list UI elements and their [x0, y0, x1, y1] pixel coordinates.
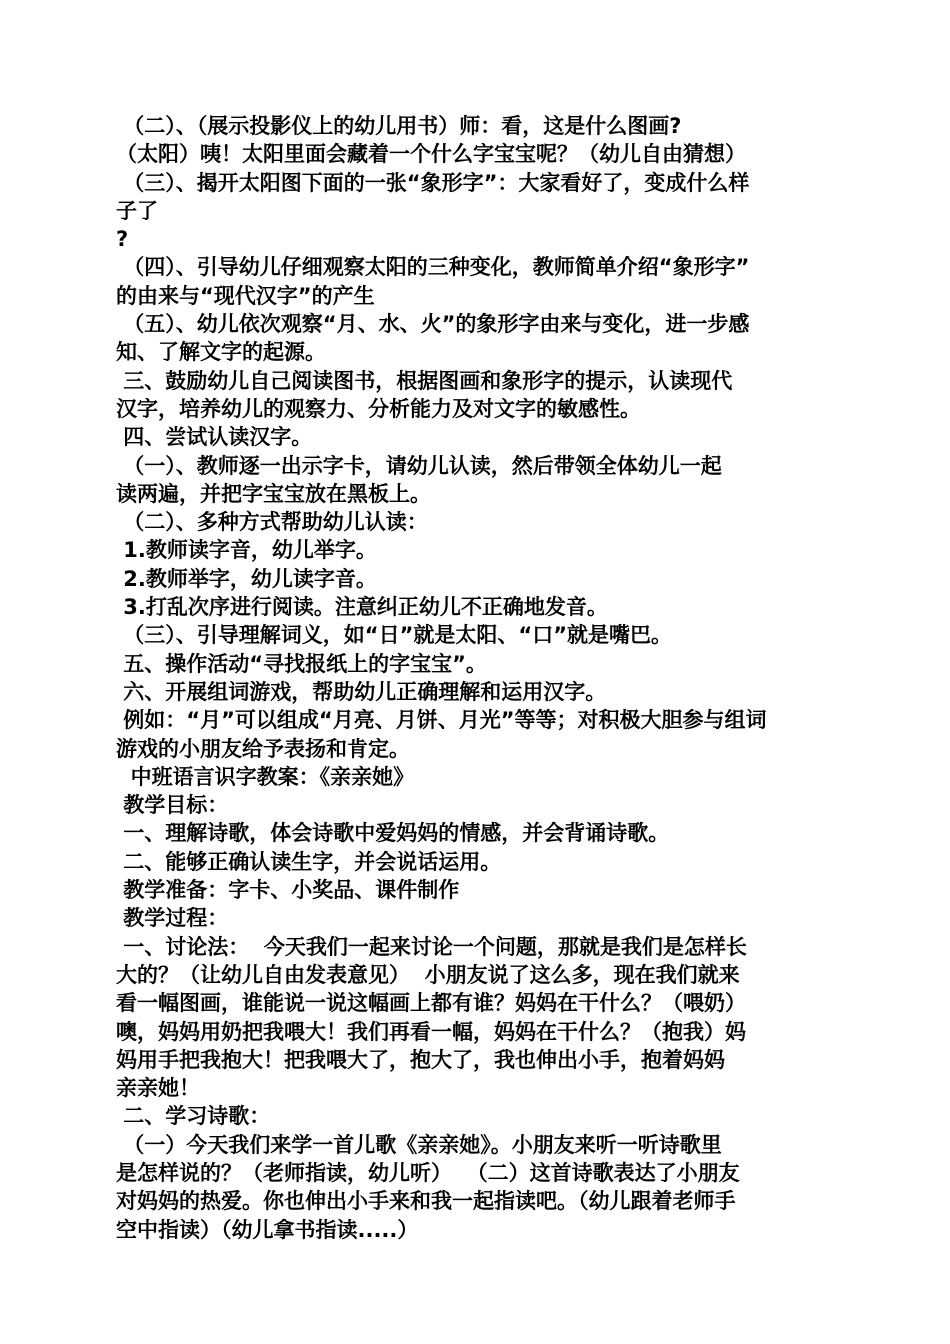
text-line: 对妈妈的热爱。你也伸出小手来和我一起指读吧。（幼儿跟着老师手 — [116, 1189, 736, 1214]
text-line: 四、尝试认读汉字。 — [116, 425, 313, 450]
text-line: 知、了解文字的起源。 — [116, 340, 326, 365]
text-line: 二、能够正确认读生字，并会说话运用。 — [116, 849, 502, 874]
text-line: 二、学习诗歌： — [116, 1104, 271, 1129]
document-body — [116, 112, 834, 1244]
text-line: 汉字，培养幼儿的观察力、分析能力及对文字的敏感性。 — [116, 396, 641, 421]
text-line: 五、操作活动“寻找报纸上的字宝宝”。 — [116, 651, 487, 676]
text-line: （三）、揭开太阳图下面的一张“象形字”：大家看好了，变成什么样 — [116, 170, 750, 195]
text-line: （五）、幼儿依次观察“月、水、火”的象形字由来与变化，进一步感 — [116, 312, 750, 337]
text-line: 妈用手把我抱大！把我喂大了，抱大了，我也伸出小手，抱着妈妈 — [116, 1047, 725, 1072]
text-line: （三）、引导理解词义，如“日”就是太阳、“口”就是嘴巴。 — [116, 623, 673, 648]
text-line: 大的？（让幼儿自由发表意见） 小朋友说了这么多，现在我们就来 — [116, 962, 740, 987]
text-line: （四）、引导幼儿仔细观察太阳的三种变化，教师简单介绍“象形字” — [116, 255, 750, 280]
text-line: 3.打乱次序进行阅读。注意纠正幼儿不正确地发音。 — [116, 595, 608, 620]
text-line: 2.教师举字，幼儿读字音。 — [116, 566, 377, 591]
text-line: 一、讨论法： 今天我们一起来讨论一个问题，那就是我们是怎样长 — [116, 934, 747, 959]
text-line: 子了 — [116, 198, 158, 223]
section-heading: 教学过程： — [116, 906, 229, 931]
text-line: 是怎样说的？（老师指读，幼儿听） （二）这首诗歌表达了小朋友 — [116, 1160, 740, 1185]
text-line: 亲亲她！ — [116, 1076, 200, 1101]
text-line: ? — [116, 227, 129, 252]
text-line: 教学准备：字卡、小奖品、课件制作 — [116, 878, 460, 903]
text-line: 看一幅图画，谁能说一说这幅画上都有谁？妈妈在干什么？（喂奶） — [116, 991, 746, 1016]
text-line: 一、理解诗歌，体会诗歌中爱妈妈的情感，并会背诵诗歌。 — [116, 821, 670, 846]
text-line: （二）、多种方式帮助幼儿认读： — [116, 510, 428, 535]
text-line: 游戏的小朋友给予表扬和肯定。 — [116, 736, 410, 761]
text-line: （一）今天我们来学一首儿歌《亲亲她》。小朋友来听一听诗歌里 — [116, 1132, 722, 1157]
text-line: 1.教师读字音，幼儿举字。 — [116, 538, 377, 563]
text-line: 三、鼓励幼儿自己阅读图书，根据图画和象形字的提示，认读现代 — [116, 368, 733, 393]
text-line: （太阳）咦！太阳里面会藏着一个什么字宝宝呢？（幼儿自由猜想） — [116, 142, 746, 167]
text-line: 空中指读）（幼儿拿书指读.....） — [116, 1217, 419, 1242]
lesson-title: 中班语言识字教案：《亲亲她》 — [116, 764, 415, 789]
text-line: （二）、（展示投影仪上的幼儿用书）师：看，这是什么图画? — [116, 114, 682, 138]
text-line: 的由来与“现代汉字”的产生 — [116, 283, 375, 308]
text-line: （一）、教师逐一出示字卡，请幼儿认读，然后带领全体幼儿一起 — [116, 453, 722, 478]
text-line: 读两遍，并把字宝宝放在黑板上。 — [116, 481, 431, 506]
text-line: 例如：“月”可以组成“月亮、月饼、月光”等等；对积极大胆参与组词 — [116, 708, 767, 733]
section-heading: 教学目标： — [116, 793, 229, 818]
text-line: 噢，妈妈用奶把我喂大！我们再看一幅，妈妈在干什么？（抱我）妈 — [116, 1019, 746, 1044]
text-line: 六、开展组词游戏，帮助幼儿正确理解和运用汉字。 — [116, 679, 607, 704]
